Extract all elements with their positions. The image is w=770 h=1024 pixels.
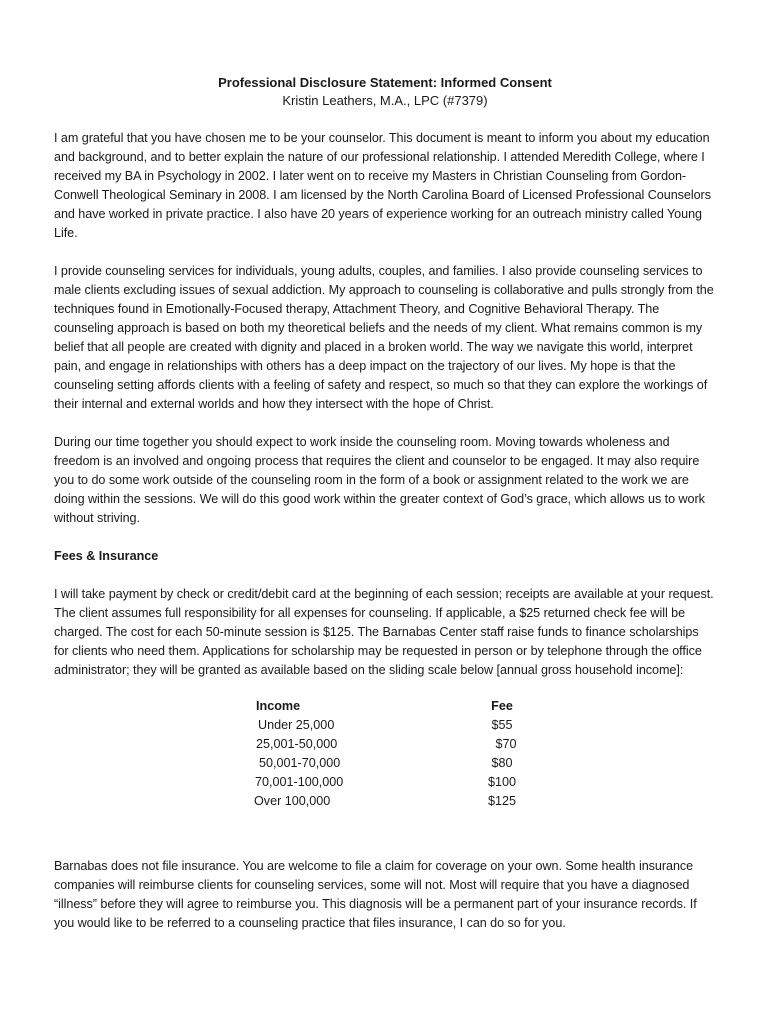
document-subtitle: Kristin Leathers, M.A., LPC (#7379) (282, 93, 488, 108)
services-paragraph: I provide counseling services for individuals, young adults, couples, and families. I also provide counseling services to male clients excluding issues of sexual addiction. My approach to counseling is collaborative and pulls strongly from the techniques found in Emotionally-Focused therapy, Attachment Theory, and Cognitive Behavioral Therapy. The counseling approach is based on both my theoretical beliefs and the needs of my client. What remains common is my belief that all people are created with dignity and placed in a broken world. The way we navigate this world, interpret pain, and engage in relationships with others has a deep impact on the trajectory of our lives. My hope is that the counseling setting affords clients with a feeling of safety and respect, so much so that they can explore the workings of their internal and external worlds and how they intersect with the hope of Christ. (54, 264, 714, 411)
table-row (54, 775, 716, 794)
income-cell: 25,001-50,000 (256, 737, 338, 751)
income-cell: Over 100,000 (254, 794, 331, 808)
income-cell: Under 25,000 (258, 718, 335, 732)
document-page (54, 74, 716, 952)
fees-paragraph: I will take payment by check or credit/debit card at the beginning of each session; receipts are available at your request. The client assumes full responsibility for all expenses for counseling. If applicable, a $25 returned check fee will be charged. The cost for each 50-minute session is $125. The Barnabas Center staff raise funds to finance scholarships for clients who need them. Applications for scholarship may be requested in person or by telephone through the office administrator; they will be granted as available based on the sliding scale below [annual gross household income]: (54, 587, 714, 677)
fee-cell: $55 (491, 718, 513, 732)
table-row (54, 718, 716, 737)
table-row (54, 794, 716, 813)
fee-cell: $70 (495, 737, 517, 751)
insurance-paragraph: Barnabas does not file insurance. You are welcome to file a claim for coverage on your own. Some health insurance companies will reimburse clients for counseling services, some will not. Most will require that you have a diagnosed “illness” before they will agree to reimburse you. This diagnosis will be a permanent part of your insurance records. If you would like to be referred to a counseling practice that files insurance, I can do so for you. (54, 859, 697, 930)
table-row (54, 756, 716, 775)
fee-cell: $125 (487, 794, 517, 808)
table-header-row (54, 699, 716, 718)
intro-paragraph: I am grateful that you have chosen me to be your counselor. This document is meant to inform you about my education and background, and to better explain the nature of our professional relationship. I attended Meredith College, where I received my BA in Psychology in 2002. I later went on to receive my Masters in Christian Counseling from Gordon-Conwell Theological Seminary in 2008. I am licensed by the North Carolina Board of Licensed Professional Counselors and have worked in private practice. I also have 20 years of experience working for an outreach ministry called Young Life. (54, 131, 711, 240)
sliding-scale-table (54, 699, 716, 819)
income-cell: 70,001-100,000 (255, 775, 344, 789)
fee-column-header: Fee (491, 699, 513, 713)
document-title: Professional Disclosure Statement: Informed Consent (218, 75, 552, 90)
income-cell: 50,001-70,000 (259, 756, 341, 770)
table-row (54, 737, 716, 756)
process-paragraph: During our time together you should expect to work inside the counseling room. Moving towards wholeness and freedom is an involved and ongoing process that requires the client and counselor to be engaged. It may also require you to do some work outside of the counseling room in the form of a book or assignment related to the work we are doing within the sessions. We will do this good work within the greater context of God’s grace, which allows us to work without striving. (54, 435, 705, 525)
income-column-header: Income (256, 699, 301, 713)
fee-cell: $80 (491, 756, 513, 770)
fees-insurance-heading: Fees & Insurance (54, 549, 159, 563)
fee-cell: $100 (487, 775, 517, 789)
